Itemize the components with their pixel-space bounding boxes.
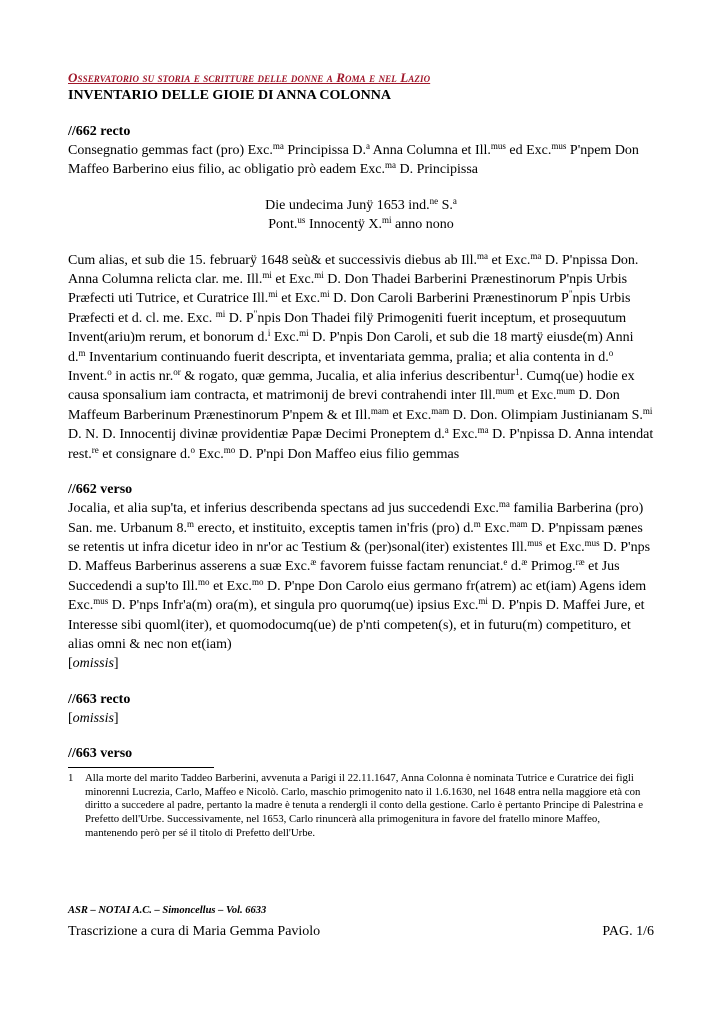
date-line-2: Pont.$^{us}$ Innocentÿ X.$^{mi}$ anno nono bbox=[268, 215, 454, 233]
section-heading-662-recto: //662 recto bbox=[68, 124, 131, 139]
section-heading-662-verso: //662 verso bbox=[68, 482, 133, 498]
footnote-divider bbox=[68, 767, 214, 768]
date-line-1: Die undecima Junÿ 1653 ind.$^{ne}$ S.$^a$ bbox=[265, 195, 457, 213]
document-title: INVENTARIO DELLE GIOIE DI ANNA COLONNA bbox=[68, 88, 391, 103]
document-body bbox=[68, 70, 654, 840]
footnote bbox=[68, 772, 654, 840]
paragraph-consegnatio: Consegnatio gemmas fact (pro) Exc.$^{ma}$ Principissa D.$^a$ Anna Columna et Ill.$^{mus}$ ed Exc.$^{mus}$ P'npem Don Maffeo Barberino eius filio, ac obligatio prò eadem Exc.$^{ma}$ D. Principissa bbox=[68, 141, 639, 178]
omissis-note: [omissis] bbox=[68, 656, 119, 672]
site-title-link[interactable]: Osservatorio su storia e scritture delle donne a Roma e nel Lazio bbox=[68, 70, 431, 85]
section-heading-663-verso: //663 verso bbox=[68, 746, 133, 762]
footnote-number: 1 bbox=[68, 772, 74, 785]
paragraph-cum-alias: Cum alias, et sub die 15. februarÿ 1648 seù& et successivis diebus ab Ill.$^{ma}$ et Exc.$^{ma}$ D. P'npissa Don. Anna Columna relicta clar. me. Ill.$^{mi}$ et Exc.$^{mi}$ D. Don Thadei Barberini Prænestinorum P'npis Urbis Præfecti uti Tutrice, et Curatrice Ill.$^{mi}$ et Exc.$^{mi}$ D. Don Caroli Barberini Prænestinorum P"npis Urbis Præfecti et d. cl. me. Exc. $^{mi}$ D. P"npis Don Thadei filÿ Primogeniti fuerit inceptum, et prosequutum Invent(ariu)m rerum, et bonorum d.$^i$ Exc.$^{mi}$ D. P'npis Don Caroli, et sub die 18 martÿ eiusde(m) Anni d.$^m$ Inventarium continuando fuerit descripta, et inventariata gemma, pralia; et alia contenta in d.$^o$ Invent.$^o$ in actis nr.$^{or}$ & rogato, quæ gemma, Jucalia, et alia inferius describentur$^1$. Cumq(ue) hodie ex causa sponsalium iam contracta, et matrimonij de brevi contrahendi inter Ill.$^{mum}$ et Exc.$^{mum}$ D. Don Maffeum Barberinum Prænestinorum P'npem & et Ill.$^{mam}$ et Exc.$^{mam}$ D. Don. Olimpiam Justinianam S.$^{mi}$ D. N. D. Innocentij divinæ providentiæ Papæ Decimi Proneptem d.$^a$ Exc.$^{ma}$ D. P'npissa D. Anna intendat rest.$^{re}$ et consignare d.$^o$ Exc.$^{mo}$ D. P'npi Don Maffeo eius filio gemmas bbox=[68, 250, 654, 462]
page-number: PAG. 1/6 bbox=[602, 924, 654, 939]
footnote-text: Alla morte del marito Taddeo Barberini, avvenuta a Parigi il 22.11.1647, Anna Colonna è nominata Tutrice e Curatrice dei figli minorenni Lucrezia, Carlo, Maffeo e Nicolò. Carlo, maschio primogenito nato il 1.6.1630, nel 1648 entra nella maggiore età con diritto a succedere al padre, pertanto la madre è tenuta a rendergli il conto della gestione. Carlo è pertanto Principe di Palestrina e Prefetto dell'Urbe. Successivamente, nel 1653, Carlo rinuncerà alla primogenitura in favore del fratello minore Maffeo, mantenendo però per sé il titolo di Prefetto dell'Urbe. bbox=[85, 772, 644, 839]
archive-source: ASR – NOTAI A.C. – Simoncellus – Vol. 6633 bbox=[68, 905, 267, 916]
paragraph-jocalia: Jocalia, et alia sup'ta, et inferius describenda spectans ad jus succedendi Exc.$^{ma}$ familia Barberina (pro) San. me. Urbanum 8.$^m$ erecto, et instituito, exceptis tamen in'fris (pro) d.$^m$ Exc.$^{mam}$ D. P'npissam pænes se retentis ut infra dicetur ideo in nr'or ac Testium & (per)sonal(iter) existentes Ill.$^{mus}$ et Exc.$^{mus}$ D. P'nps D. Maffeus Barberinus asserens a suæ Exc.$^æ$ favorem fuisse factam renunciat.$^e$ d.$^æ$ Primog.$^{ræ}$ et Jus Succedendi a sup'to Ill.$^{mo}$ et Exc.$^{mo}$ D. P'npe Don Carolo eius germano fr(atrem) ac et(iam) Agens idem Exc.$^{mus}$ D. P'nps Infr'a(m) ora(m), et singula pro quorumq(ue) ipsius Exc.$^{mi}$ D. P'npis D. Maffei Jure, et Interesse sibi quoml(iter), et quomodocumq(ue) de p'nti competen(s), et in futuru(m) competituro, et alias omni & nec non et(iam) bbox=[68, 499, 651, 652]
transcription-credit: Trascrizione a cura di Maria Gemma Paviolo bbox=[68, 924, 321, 939]
omissis-note: [omissis] bbox=[68, 710, 119, 726]
page-footer bbox=[68, 904, 654, 941]
footer-line bbox=[68, 923, 654, 941]
footnote-ref[interactable]: 1 bbox=[515, 367, 520, 378]
section-heading-663-recto: //663 recto bbox=[68, 691, 131, 707]
